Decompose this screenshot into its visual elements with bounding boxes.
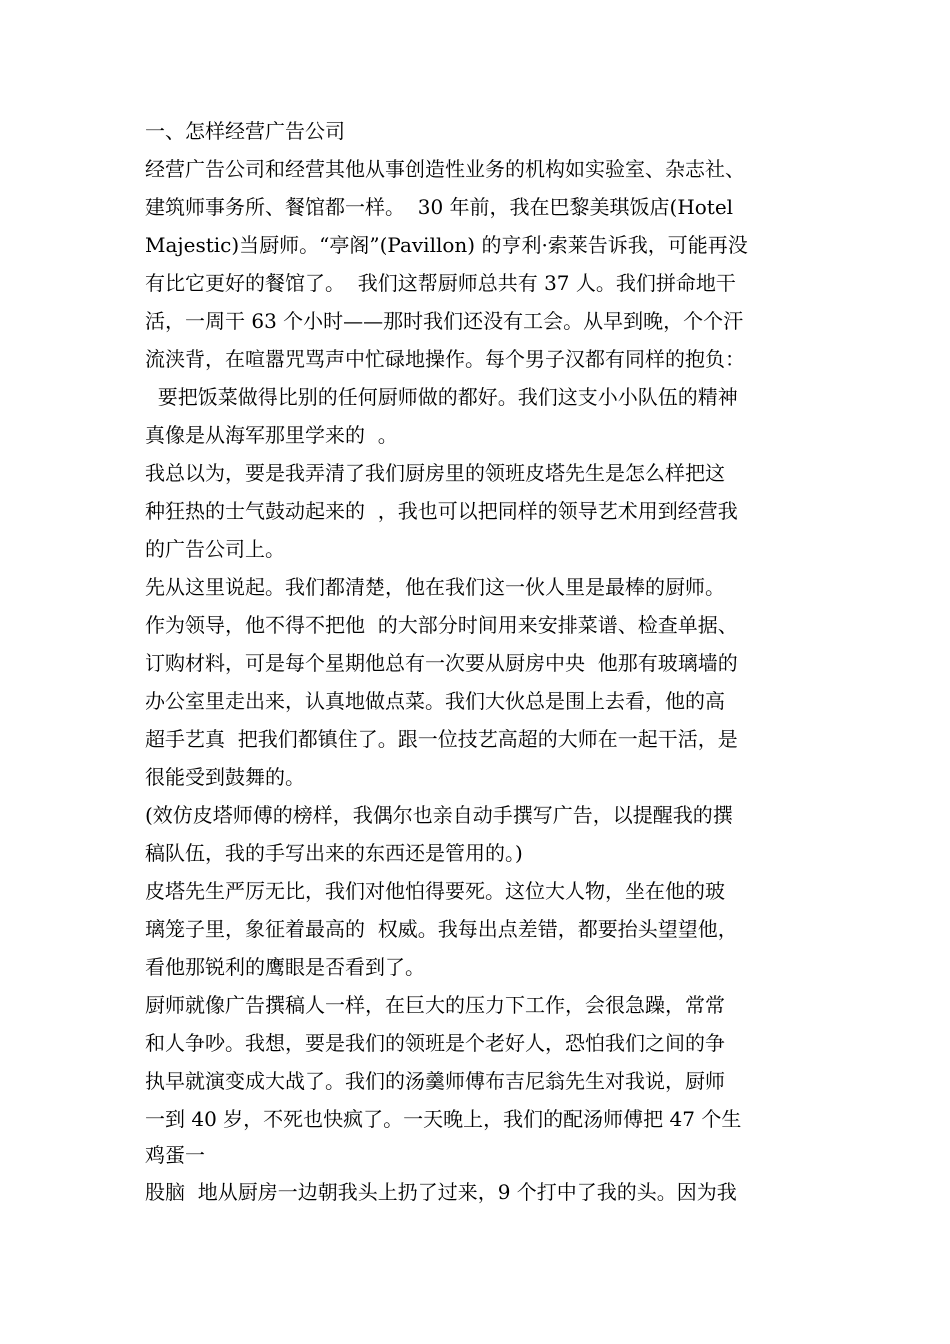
text-line: Majestic)当厨师。“亭阁”(Pavillon) 的亨利·索莱告诉我，可能再没 [145,233,748,257]
text-line: 一到 40 岁，不死也快疯了。一天晚上，我们的配汤师傅把 47 个生 [145,1107,742,1131]
text-line: 建筑师事务所、餐馆都一样。 30 年前，我在巴黎美琪饭店(Hotel [145,195,734,219]
text-line: 要把饭菜做得比别的任何厨师做的都好。我们这支小小队伍的精神 [145,385,738,409]
text-line: 皮塔先生严厉无比，我们对他怕得要死。这位大人物，坐在他的玻 [145,879,725,903]
text-line: 的广告公司上。 [145,537,285,561]
text-line: 看他那锐利的鹰眼是否看到了。 [145,955,425,979]
text-line: 先从这里说起。我们都清楚，他在我们这一伙人里是最棒的厨师。 [145,575,725,599]
text-line: 活，一周干 63 个小时——那时我们还没有工会。从早到晚，个个汗 [145,309,744,333]
text-line: 办公室里走出来，认真地做点菜。我们大伙总是围上去看，他的高 [145,689,725,713]
text-line: 有比它更好的餐馆了。 我们这帮厨师总共有 37 人。我们拼命地干 [145,271,736,295]
text-line: (效仿皮塔师傅的榜样，我偶尔也亲自动手撰写广告，以提醒我的撰 [145,803,733,827]
text-line: 作为领导，他不得不把他 的大部分时间用来安排菜谱、检查单据、 [145,613,738,637]
text-line: 璃笼子里，象征着最高的 权威。我每出点差错，都要抬头望望他， [145,917,738,941]
heading-line: 一、怎样经营广告公司 [145,119,345,143]
text-line: 执早就演变成大战了。我们的汤羹师傅布吉尼翁先生对我说，厨师 [145,1069,725,1093]
text-line: 超手艺真 把我们都镇住了。跟一位技艺高超的大师在一起干活，是 [145,727,738,751]
text-line: 我总以为，要是我弄清了我们厨房里的领班皮塔先生是怎么样把这 [145,461,725,485]
text-line: 经营广告公司和经营其他从事创造性业务的机构如实验室、杂志社、 [145,157,745,181]
text-line: 厨师就像广告撰稿人一样，在巨大的压力下工作，会很急躁，常常 [145,993,725,1017]
text-line: 种狂热的士气鼓动起来的 ，我也可以把同样的领导艺术用到经营我 [145,499,738,523]
text-line: 和人争吵。我想，要是我们的领班是个老好人，恐怕我们之间的争 [145,1031,725,1055]
text-line: 股脑 地从厨房一边朝我头上扔了过来，9 个打中了我的头。因为我 [145,1180,737,1204]
text-line: 流浃背，在喧嚣咒骂声中忙碌地操作。每个男子汉都有同样的抱负： [145,347,745,371]
text-line: 订购材料，可是每个星期他总有一次要从厨房中央 他那有玻璃墙的 [145,651,738,675]
text-line: 鸡蛋一 [145,1143,205,1167]
text-line: 真像是从海军那里学来的 。 [145,423,398,447]
text-line: 稿队伍，我的手写出来的东西还是管用的。) [145,841,523,865]
document-body [145,112,835,1211]
text-line: 很能受到鼓舞的。 [145,765,305,789]
